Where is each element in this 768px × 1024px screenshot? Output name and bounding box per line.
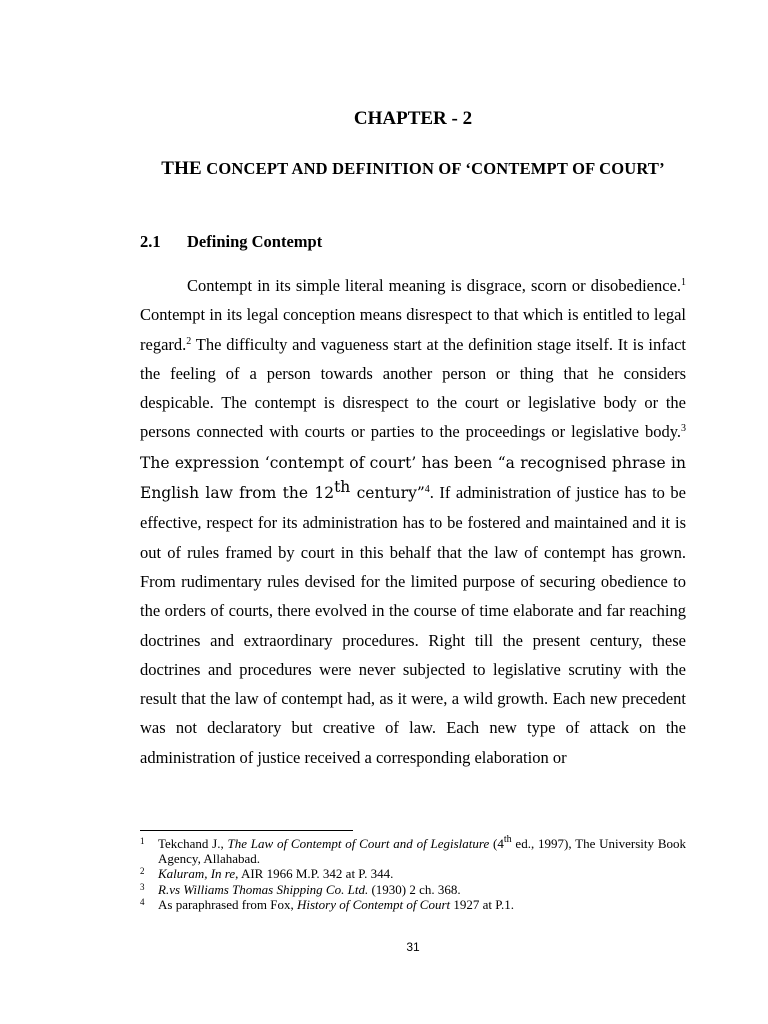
footnote-text [158,882,686,897]
footnote-ref: 2 [186,335,192,347]
footnote-text [158,866,686,881]
footnote-number: 2 [140,866,145,877]
ordinal-suffix: th [334,478,351,497]
chapter-title-first-word: THE [161,158,202,179]
sentence: Contempt in its simple literal meaning is disgrace, scorn or disobedience. [187,276,681,295]
footnotes [140,836,686,912]
footnote-segment: , AIR 1966 M.P. 342 at P. 344. [235,866,394,882]
quoted-sentence: The expression ‘contempt of court’ has been “a recognised phrase in English law from the 12 [140,453,686,503]
footnote-separator [140,830,353,831]
footnote-number: 3 [140,881,145,892]
footnote-text [158,836,686,866]
section-number: 2.1 [140,232,161,251]
footnote-segment: ed., 1997), The University Book Agency, Allahabad. [158,836,686,867]
quoted-sentence-end: century” [350,484,425,503]
sentence: Contempt in its legal conception means disrespect to that which is entitled to legal regard. [140,305,686,354]
footnote-book-title: The Law of Contempt of Court and of Legislature [227,836,490,851]
footnote-number: 1 [140,836,145,846]
footnote-number: 4 [140,896,145,907]
footnote-segment: As paraphrased from Fox, [158,896,297,912]
sentence: . If administration of justice has to be effective, respect for its administration has to be fostered and maintained and it is out of rules framed by court in this behalf that the law of contempt has grown. From rudimentary rules devised for the limited purpose of securing obedience to the orders of courts, there evolved in the course of time elaborate and far reaching doctrines and extraordinary procedures. Right till the present century, these doctrines and procedures were never subjected to legislative scrutiny with the result that the law of contempt had, as it were, a wild growth. Each new precedent was not declaratory but creative of law. Each new type of attack on the administration of justice received a corresponding elaboration or [140,483,686,767]
section-heading [140,232,322,252]
footnote [140,866,686,881]
footnote-segment: (4 [489,836,504,851]
sentence: The difficulty and vagueness start at the definition stage itself. It is infact the feeling of a person towards another person or thing that he considers despicable. The contempt is disrespect to the court or legislative body or the persons connected with courts or parties to the proceedings or legislative body. [140,334,686,442]
footnote [140,897,686,912]
footnote-segment: (1930) 2 ch. 368. [368,881,461,897]
paragraph [140,271,686,772]
footnote-case-name: R.vs Williams Thomas Shipping Co. Ltd. [158,881,369,897]
footnote-book-title: History of Contempt of Court [297,896,451,912]
chapter-heading: CHAPTER - 2 [353,108,473,129]
section-title: Defining Contempt [187,232,323,251]
body-text [140,271,686,772]
ordinal-suffix: th [503,834,512,845]
chapter-title [140,154,686,184]
page-number: 31 [406,940,420,954]
footnote-ref: 1 [681,277,686,288]
footnote-text [158,897,686,912]
footnote-case-name: Kaluram, In re [158,866,236,882]
footnote-segment: Tekchand J., [158,836,228,851]
footnote [140,882,686,897]
footnote [140,836,686,866]
footnote-segment: 1927 at P.1. [450,896,515,912]
footnote-ref: 3 [681,423,686,435]
footnote-ref: 4 [424,484,430,496]
chapter-title-rest: CONCEPT AND DEFINITION OF ‘CONTEMPT OF COURT’ [201,159,665,178]
